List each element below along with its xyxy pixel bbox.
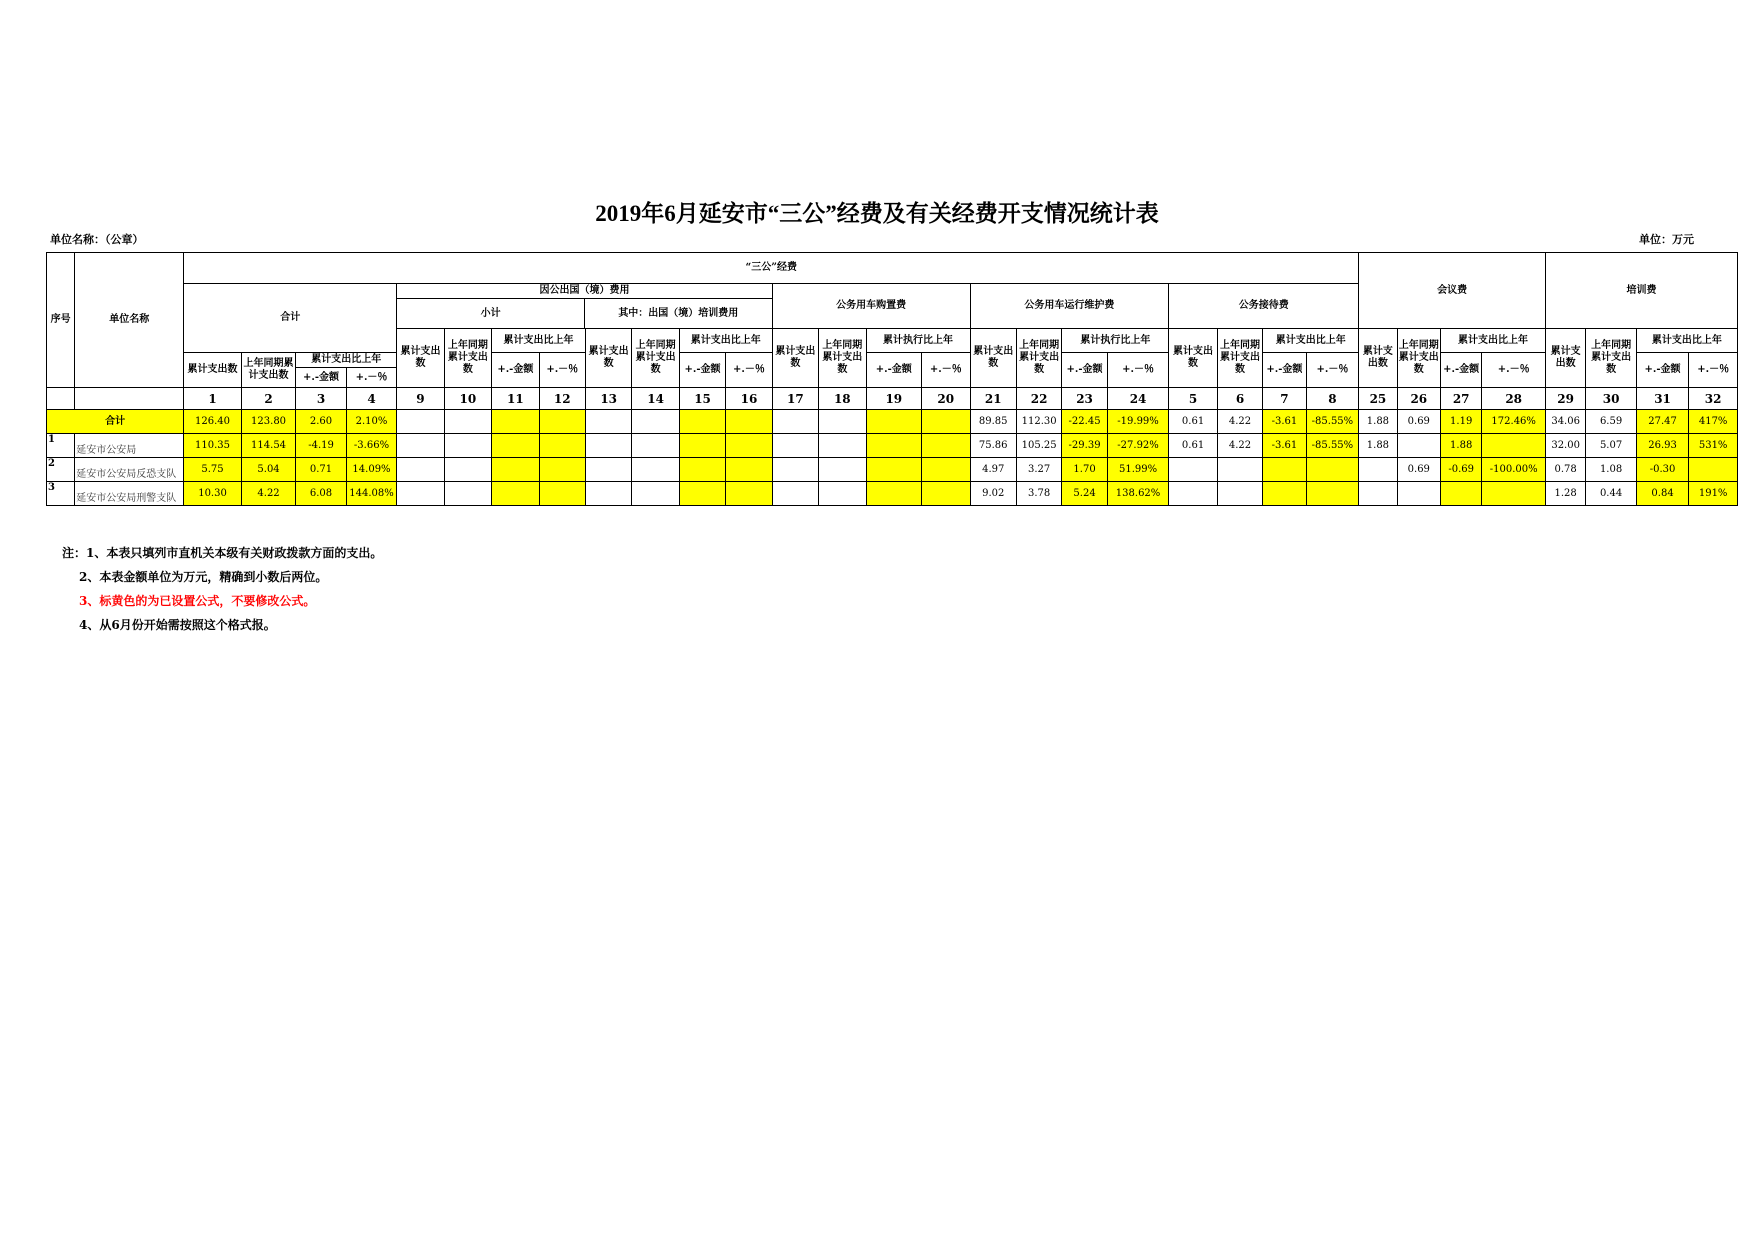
table-cell: -19.99% [1107, 410, 1169, 434]
header-prev: 上年同期累计支出数 [1016, 329, 1061, 388]
table-cell: 5.75 [184, 458, 242, 482]
header-cmp: 累计支出比上年 [1441, 329, 1546, 353]
table-cell [726, 410, 772, 434]
col-number: 23 [1062, 388, 1107, 410]
table-cell: 138.62% [1107, 482, 1169, 506]
header-car-purchase: 公务用车购置费 [772, 284, 970, 329]
header-heji: 合计 [184, 284, 397, 353]
table-cell [726, 434, 772, 458]
table-cell: 531% [1689, 434, 1738, 458]
header-cum: 累计支出数 [184, 353, 242, 388]
header-cum: 累计支出数 [772, 329, 818, 388]
table-cell: 2.10% [346, 410, 396, 434]
table-cell [679, 458, 725, 482]
header-cum: 累计支出数 [970, 329, 1016, 388]
table-cell: 4.22 [241, 482, 296, 506]
table-cell: 112.30 [1016, 410, 1061, 434]
table-cell [444, 434, 491, 458]
header-sangong: “三公”经费 [184, 253, 1359, 284]
table-cell: 0.69 [1397, 458, 1440, 482]
table-cell [585, 458, 631, 482]
table-cell [679, 434, 725, 458]
table-cell: 6.08 [296, 482, 346, 506]
col-number: 18 [819, 388, 866, 410]
table-cell [866, 458, 922, 482]
header-meeting: 会议费 [1359, 253, 1546, 329]
table-cell: 126.40 [184, 410, 242, 434]
table-cell [866, 410, 922, 434]
header-prev: 上年同期累计支出数 [1397, 329, 1440, 388]
table-cell: 123.80 [241, 410, 296, 434]
col-number: 17 [772, 388, 818, 410]
header-amt: +.-金额 [679, 353, 725, 388]
col-number: 9 [397, 388, 444, 410]
header-cum: 累计支出数 [397, 329, 444, 388]
header-abroad: 因公出国（境）费用 [397, 284, 771, 299]
table-cell: 0.69 [1397, 410, 1440, 434]
col-number: 6 [1217, 388, 1262, 410]
table-cell: -4.19 [296, 434, 346, 458]
table-cell: 6.59 [1586, 410, 1636, 434]
header-pct: +.－％ [1482, 353, 1546, 388]
table-cell [1441, 482, 1482, 506]
header-cmp: 累计支出比上年 [679, 329, 772, 353]
col-number: 11 [492, 388, 539, 410]
table-cell: 1.08 [1586, 458, 1636, 482]
header-training: 培训费 [1545, 253, 1737, 329]
table-row [47, 482, 1738, 506]
table-cell [1306, 458, 1359, 482]
header-prev: 上年同期累计支出数 [1217, 329, 1262, 388]
table-cell [397, 482, 444, 506]
table-cell [866, 482, 922, 506]
table-cell [632, 482, 679, 506]
table-cell: -85.55% [1306, 410, 1359, 434]
table-cell [444, 458, 491, 482]
row-name: 延安市公安局反恐支队 [75, 458, 184, 482]
table-cell: 114.54 [241, 434, 296, 458]
table-cell: 0.61 [1169, 410, 1217, 434]
table-cell: -0.69 [1441, 458, 1482, 482]
table-cell: 1.19 [1441, 410, 1482, 434]
table-cell [772, 410, 818, 434]
header-prev: 上年同期累计支出数 [1586, 329, 1636, 388]
table-cell: 172.46% [1482, 410, 1546, 434]
note-line: 注：1、本表只填列市直机关本级有关财政拨款方面的支出。 [62, 546, 383, 560]
table-cell: -0.30 [1636, 458, 1688, 482]
table-cell [1689, 458, 1738, 482]
col-number: 31 [1636, 388, 1688, 410]
header-pct: +.－％ [1689, 353, 1738, 388]
header-reception: 公务接待费 [1169, 284, 1359, 329]
expense-table [46, 252, 1738, 506]
header-unit-name: 单位名称 [75, 253, 184, 388]
table-cell: 4.97 [970, 458, 1016, 482]
col-number: 24 [1107, 388, 1169, 410]
table-cell [679, 482, 725, 506]
table-cell [922, 410, 970, 434]
table-cell: -27.92% [1107, 434, 1169, 458]
header-cum: 累计支出数 [1359, 329, 1397, 388]
table-cell: 32.00 [1545, 434, 1585, 458]
table-cell [922, 434, 970, 458]
table-cell [1397, 482, 1440, 506]
header-abroad-training: 其中：出国（境）培训费用 [618, 308, 739, 319]
table-cell: 110.35 [184, 434, 242, 458]
table-cell [539, 410, 585, 434]
table-cell [1169, 458, 1217, 482]
table-cell [1359, 458, 1397, 482]
table-cell: 1.88 [1359, 410, 1397, 434]
table-cell [492, 482, 539, 506]
table-cell: 105.25 [1016, 434, 1061, 458]
table-cell: -3.66% [346, 434, 396, 458]
table-cell [772, 434, 818, 458]
table-cell [819, 458, 866, 482]
table-cell: 27.47 [1636, 410, 1688, 434]
header-cmp: 累计支出比上年 [1636, 329, 1737, 353]
table-cell [444, 482, 491, 506]
col-number: 25 [1359, 388, 1397, 410]
header-pct: +.－％ [726, 353, 772, 388]
column-number-row [47, 388, 1738, 410]
header-cum: 累计支出数 [1169, 329, 1217, 388]
table-cell: 1.88 [1441, 434, 1482, 458]
table-cell: 4.22 [1217, 410, 1262, 434]
table-cell: 3.78 [1016, 482, 1061, 506]
table-cell: 2.60 [296, 410, 346, 434]
col-number: 4 [346, 388, 396, 410]
table-cell: 9.02 [970, 482, 1016, 506]
notes [62, 541, 382, 637]
table-cell [492, 410, 539, 434]
col-number: 20 [922, 388, 970, 410]
table-cell [492, 458, 539, 482]
col-number: 22 [1016, 388, 1061, 410]
col-number: 13 [585, 388, 631, 410]
table-cell [492, 434, 539, 458]
header-pct: +.－％ [1306, 353, 1359, 388]
table-row [47, 458, 1738, 482]
table-cell: -3.61 [1263, 410, 1306, 434]
table-cell [632, 458, 679, 482]
row-name: 延安市公安局 [75, 434, 184, 458]
header-cum: 累计支出数 [585, 329, 631, 388]
table-cell [397, 410, 444, 434]
table-cell: -22.45 [1062, 410, 1107, 434]
table-cell: -29.39 [1062, 434, 1107, 458]
col-number: 1 [184, 388, 242, 410]
header-cmp: 累计支出比上年 [1263, 329, 1359, 353]
table-cell: 417% [1689, 410, 1738, 434]
header-amt: +.-金额 [866, 353, 922, 388]
col-number: 7 [1263, 388, 1306, 410]
table-cell: 191% [1689, 482, 1738, 506]
table-cell: 26.93 [1636, 434, 1688, 458]
header-cmp-exec: 累计执行比上年 [866, 329, 970, 353]
table-cell [539, 482, 585, 506]
unit-name-label: 单位名称：（公章） [50, 233, 144, 246]
header-cmp: 累计支出比上年 [492, 329, 586, 353]
table-cell: 14.09% [346, 458, 396, 482]
table-cell: 3.27 [1016, 458, 1061, 482]
header-prev: 上年同期累计支出数 [444, 329, 491, 388]
table-cell: -100.00% [1482, 458, 1546, 482]
table-cell [444, 410, 491, 434]
table-cell [585, 482, 631, 506]
header-cmp-group [296, 353, 397, 388]
note-line: 4、从6月份开始需按照这个格式报。 [79, 618, 276, 632]
table-cell: 1.70 [1062, 458, 1107, 482]
col-number: 14 [632, 388, 679, 410]
table-cell: 144.08% [346, 482, 396, 506]
unit-label: 单位：万元 [1639, 233, 1694, 246]
table-cell: 75.86 [970, 434, 1016, 458]
col-number: 21 [970, 388, 1016, 410]
table-cell [1263, 458, 1306, 482]
table-cell [772, 458, 818, 482]
header-amt: +.-金额 [1636, 353, 1688, 388]
col-number: 19 [866, 388, 922, 410]
table-cell [772, 482, 818, 506]
table-cell: -3.61 [1263, 434, 1306, 458]
col-number: 16 [726, 388, 772, 410]
table-cell [726, 458, 772, 482]
table-cell [539, 458, 585, 482]
table-cell [1397, 434, 1440, 458]
table-row [47, 434, 1738, 458]
row-name: 延安市公安局刑警支队 [75, 482, 184, 506]
header-xiaoji: 小计 [397, 299, 585, 328]
table-cell [819, 482, 866, 506]
header-cum: 累计支出数 [1545, 329, 1585, 388]
col-number: 5 [1169, 388, 1217, 410]
header-amt: +.-金额 [1062, 353, 1107, 388]
table-cell [1217, 482, 1262, 506]
total-row [47, 410, 1738, 434]
header-cmp: 累计支出比上年 [296, 353, 396, 368]
header-abroad-group [397, 284, 772, 329]
table-cell [1217, 458, 1262, 482]
table-cell: 0.44 [1586, 482, 1636, 506]
table-cell [726, 482, 772, 506]
col-number: 30 [1586, 388, 1636, 410]
table-cell [1482, 482, 1546, 506]
col-number: 8 [1306, 388, 1359, 410]
header-amt: +.-金额 [1441, 353, 1482, 388]
table-cell [632, 410, 679, 434]
table-cell [922, 458, 970, 482]
table-cell [585, 434, 631, 458]
col-number: 27 [1441, 388, 1482, 410]
header-pct: +.－％ [539, 353, 585, 388]
table-cell: 0.78 [1545, 458, 1585, 482]
col-number: 28 [1482, 388, 1546, 410]
table-cell: 5.04 [241, 458, 296, 482]
table-cell: 1.88 [1359, 434, 1397, 458]
header-prev: 上年同期累计支出数 [241, 353, 296, 388]
note-line: 2、本表金额单位为万元，精确到小数后两位。 [79, 570, 328, 584]
table-cell [1169, 482, 1217, 506]
header-pct: +.－％ [922, 353, 970, 388]
table-cell [632, 434, 679, 458]
table-cell: 4.22 [1217, 434, 1262, 458]
table-cell: 89.85 [970, 410, 1016, 434]
col-number: 2 [241, 388, 296, 410]
header-car-maint: 公务用车运行维护费 [970, 284, 1169, 329]
col-number: 29 [1545, 388, 1585, 410]
table-cell [866, 434, 922, 458]
table-cell: 51.99% [1107, 458, 1169, 482]
table-cell: 5.07 [1586, 434, 1636, 458]
row-seq: 2 [47, 458, 75, 482]
table-cell [819, 410, 866, 434]
header-prev: 上年同期累计支出数 [632, 329, 679, 388]
table-cell [1359, 482, 1397, 506]
table-cell [397, 458, 444, 482]
header-prev: 上年同期累计支出数 [819, 329, 866, 388]
col-number: 15 [679, 388, 725, 410]
col-number: 32 [1689, 388, 1738, 410]
table-cell [1482, 434, 1546, 458]
table-cell: 0.71 [296, 458, 346, 482]
table-cell [819, 434, 866, 458]
col-number: 26 [1397, 388, 1440, 410]
table-cell [397, 434, 444, 458]
col-number: 12 [539, 388, 585, 410]
table-cell: 5.24 [1062, 482, 1107, 506]
table-cell [679, 410, 725, 434]
table-cell [922, 482, 970, 506]
header-pct: +.－％ [355, 372, 388, 383]
col-number: 10 [444, 388, 491, 410]
note-line-warning: 3、标黄色的为已设置公式，不要修改公式。 [79, 594, 316, 608]
table-cell: 10.30 [184, 482, 242, 506]
table-cell: 0.84 [1636, 482, 1688, 506]
table-cell: 0.61 [1169, 434, 1217, 458]
header-pct: +.－％ [1107, 353, 1169, 388]
header-seq: 序号 [47, 253, 75, 388]
row-seq: 1 [47, 434, 75, 458]
table-cell: 34.06 [1545, 410, 1585, 434]
header-amt: +.-金额 [492, 353, 539, 388]
header-cmp-exec: 累计执行比上年 [1062, 329, 1169, 353]
row-name: 合计 [47, 410, 184, 434]
table-cell [1263, 482, 1306, 506]
table-cell [585, 410, 631, 434]
table-cell [1306, 482, 1359, 506]
page-title: 2019年6月延安市“三公”经费及有关经费开支情况统计表 [595, 201, 1159, 226]
table-cell: 1.28 [1545, 482, 1585, 506]
col-number: 3 [296, 388, 346, 410]
table-cell [539, 434, 585, 458]
header-amt: +.-金额 [296, 368, 346, 387]
table-cell: -85.55% [1306, 434, 1359, 458]
row-seq: 3 [47, 482, 75, 506]
header-amt: +.-金额 [1263, 353, 1306, 388]
